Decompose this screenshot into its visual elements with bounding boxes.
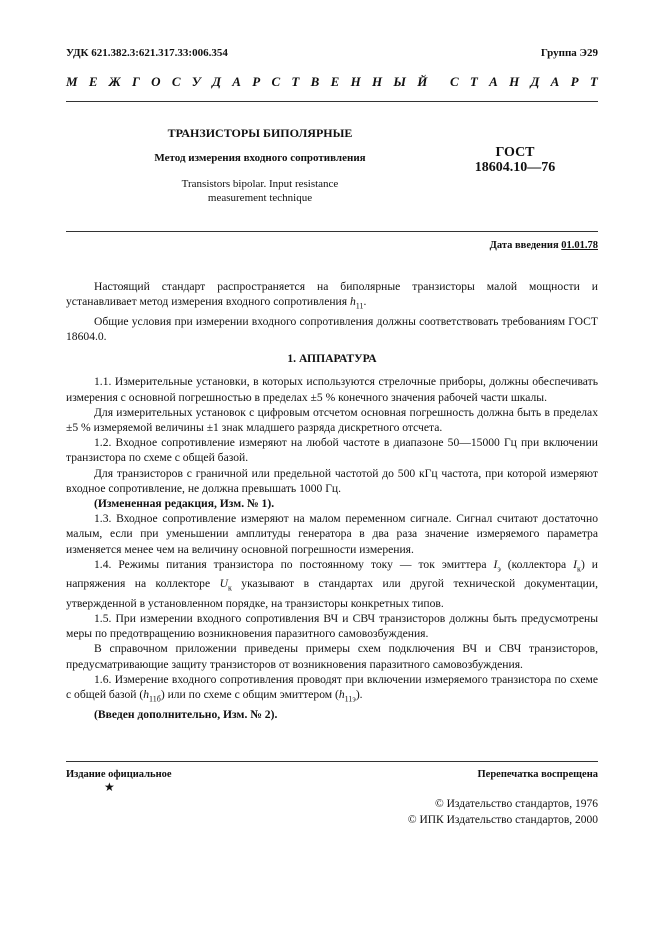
heading-letter: С	[171, 74, 181, 89]
heading-letter: Ы	[393, 74, 406, 89]
udk-code: УДК 621.382.3:621.317.33:006.354	[66, 47, 228, 59]
heading-letter: А	[550, 74, 560, 89]
heading-letter: Ж	[108, 74, 121, 89]
interstate-standard-heading	[66, 74, 598, 90]
copyright-2000: © ИПК Издательство стандартов, 2000	[407, 814, 598, 826]
heading-letter: О	[151, 74, 161, 89]
title-rule	[66, 231, 598, 232]
document-subtitle: Метод измерения входного сопротивления	[154, 152, 366, 164]
introduction-date	[490, 240, 598, 251]
clause-1-6: 1.6. Измерение входного сопротивления проводят при включении измеряемого транзистора по схеме с общей базой $(h_{11б})$ или по схеме с общим эмиттером $(h_{11э})$.	[66, 672, 598, 704]
heading-letter: А	[232, 74, 241, 89]
english-title-line-2: measurement technique	[207, 192, 313, 204]
document-title: ТРАНЗИСТОРЫ БИПОЛЯРНЫЕ	[167, 126, 353, 140]
gost-label: ГОСТ	[495, 145, 535, 160]
document-body	[66, 279, 598, 722]
english-title	[140, 177, 380, 205]
paragraph-scope: Настоящий стандарт распространяется на биполярные транзисторы малой мощности и устанавливает метод измерения входного сопротивления $h_{11}$.	[66, 280, 598, 311]
copyright-1976: © Издательство стандартов, 1976	[434, 798, 598, 810]
heading-letter: Е	[88, 74, 98, 89]
introduction-date-label: Дата введения	[489, 240, 562, 251]
heading-letter: А	[489, 74, 498, 89]
section-heading-apparatus: 1. АППАРАТУРА	[287, 352, 377, 366]
clause-1-2-frequency: Для транзисторов с граничной или предельной частотой до 500 кГц частота, при которой измеряют входное сопротивление, не должна превышать 1000 Гц.	[66, 466, 598, 495]
introduction-date-value: 01.01.78	[561, 240, 598, 251]
amendment-note-1: (Измененная редакция, Изм. № 1).	[94, 496, 275, 510]
heading-letter: У	[191, 74, 201, 89]
heading-letter: С	[449, 74, 459, 89]
heading-letter: С	[271, 74, 281, 89]
top-rule	[66, 101, 598, 102]
heading-letter: Н	[371, 74, 383, 89]
gost-number: 18604.10—76	[474, 160, 556, 175]
heading-letter: Р	[570, 74, 579, 89]
heading-letter: Р	[252, 74, 261, 89]
heading-letter: Т	[291, 74, 300, 89]
gost-designation	[470, 145, 560, 175]
clause-1-2: 1.2. Входное сопротивление измеряют на любой частоте в диапазоне 50—15000 Гц при включении транзистора по схеме с общей базой.	[66, 436, 598, 465]
clause-1-1: 1.1. Измерительные установки, в которых используются стрелочные приборы, должны обеспечивать измерения с основной погрешностью в пределах ±5 % конечного значения рабочей части шкалы.	[66, 375, 598, 404]
copyright-block	[408, 796, 598, 828]
heading-letter: Т	[589, 74, 598, 89]
heading-letter: Д	[530, 74, 540, 89]
amendment-note-2: (Введен дополнительно, Изм. № 2).	[94, 707, 278, 721]
english-title-line-1: Transistors bipolar. Input resistance	[181, 178, 339, 190]
heading-letter: В	[310, 74, 320, 89]
heading-letter: Н	[509, 74, 520, 89]
heading-letter: Е	[330, 74, 340, 89]
clause-1-5: 1.5. При измерении входного сопротивления ВЧ и СВЧ транзисторов должны быть предусмотрены меры по предотвращению возникновения паразитного самовозбуждения.	[66, 612, 598, 641]
paragraph-general-conditions: Общие условия при измерении входного сопротивления должны соответствовать требованиям ГОСТ 18604.0.	[66, 314, 598, 343]
heading-letter: М	[66, 74, 78, 89]
heading-letter: Г	[132, 74, 140, 89]
group-code: Группа Э29	[540, 47, 598, 59]
official-edition: Издание официальное	[66, 769, 172, 780]
clause-1-4: 1.4. Режимы питания транзистора по постоянному току — ток эмиттера $I_э$ (коллектора $I_к$) и напряжения на коллекторе $U_к$ указывают в стандартах или другой технической документации, утвержденной в установленном порядке, на транзисторы конкретных типов.	[66, 557, 598, 610]
footer-rule	[66, 761, 598, 762]
heading-letter: Й	[417, 74, 428, 89]
clause-1-1-digital: Для измерительных установок с цифровым отсчетом основная погрешность должна быть в пределах ±5 % измеряемой величины ±1 знак младшего разряда дискретного отсчета.	[66, 405, 598, 434]
clause-1-3: 1.3. Входное сопротивление измеряют на малом переменном сигнале. Сигнал считают достаточно малым, если при уменьшении амплитуды генератора в два раза значение измеряемого параметра изменяется менее чем на величину основной погрешности измерения.	[66, 512, 598, 556]
reprint-prohibited: Перепечатка воспрещена	[477, 769, 598, 780]
clause-1-5-appendix: В справочном приложении приведены примеры схем подключения ВЧ и СВЧ транзисторов, предусматривающие защиту транзисторов от возникновения паразитного самовозбуждения.	[66, 642, 598, 671]
heading-letter: Д	[212, 74, 221, 89]
heading-letter: Н	[350, 74, 361, 89]
heading-letter: Т	[469, 74, 478, 89]
star-icon: ★	[104, 780, 115, 794]
